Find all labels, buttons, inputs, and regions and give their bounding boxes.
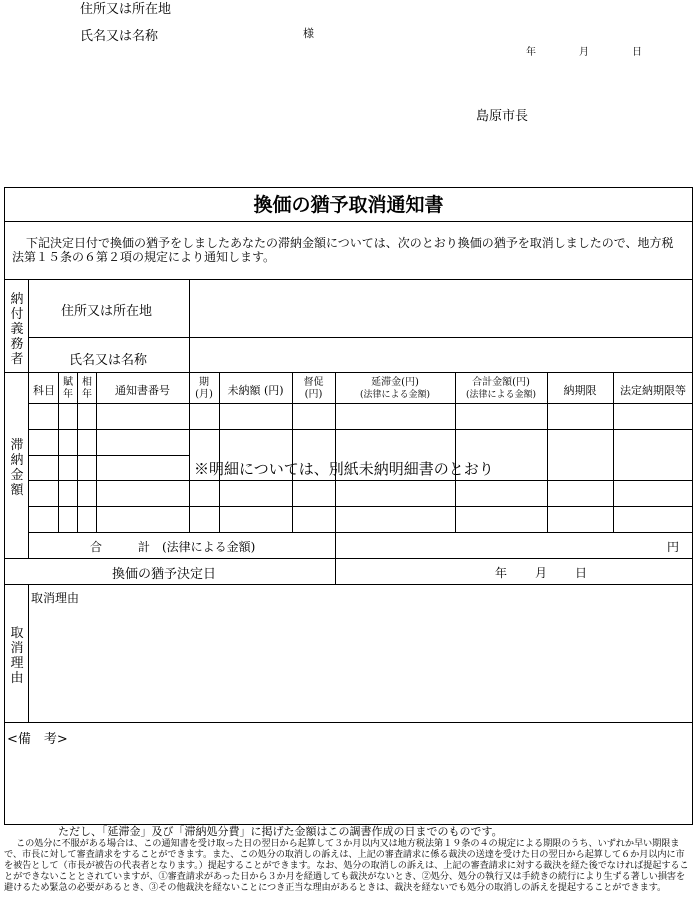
- detail-note: ※明細については、別紙未納明細書のとおり: [194, 460, 494, 478]
- date-day: 日: [632, 47, 642, 58]
- intro-text: 下記決定日付で換価の猶予をしましたあなたの滞納金額については、次のとおり換価の猶予を取消しましたので、地方税法第１５条の６第２項の規定により通知します。: [12, 236, 674, 264]
- recipient-honorific: 様: [303, 27, 314, 40]
- decision-label: 換価の猶予決定日: [112, 567, 217, 582]
- document-title: 換価の猶予取消通知書: [253, 194, 444, 216]
- col-fuka-nen: 賦 年: [63, 377, 73, 400]
- col-entai: 延滞金(円) (法律による金額): [359, 377, 431, 400]
- total-unit: 円: [667, 540, 680, 554]
- decision-month: 月: [535, 566, 548, 580]
- decision-year: 年: [495, 566, 508, 580]
- col-hotei: 法定納期限等: [620, 384, 686, 397]
- arrears-section-label: 滞 納 金 額: [10, 438, 24, 498]
- col-goukei: 合計金額(円) (法律による金額): [465, 377, 537, 400]
- obligor-name-label: 氏名又は名称: [69, 353, 148, 368]
- decision-day: 日: [575, 566, 588, 580]
- appeal-note: この処分に不服がある場合は、この通知書を受け取った日の翌日から起算して３か月以内又は地方税法第１９条の４の規定による期限のうち、いずれか早い期限まで、市長に対して審査請求をすることができます。また、この処分の取消しの訴えは、上記の審査請求に係る裁決の送達を受けた日の翌日から起算して６か月以内に市を被告として（市長が被告の代表者となります。）提起することができます。なお、処分の取消しの訴えは、上記の審査請求に対する裁決を経た後でなければ提起することができないこととされていますが、①審査請求があった日から３か月を経過しても裁決がないとき、②処分、処分の執行又は手続きの続行により生ずる著しい損害を避けるため緊急の必要があるとき、③その他裁決を経ないことにつき正当な理由があるときは、裁決を経ないでも処分の取消しの訴えを提起することができます。: [4, 838, 689, 893]
- col-kamoku: 科目: [33, 384, 55, 397]
- recipient-address-label: 住所又は所在地: [80, 2, 172, 17]
- obligor-address-label: 住所又は所在地: [61, 304, 153, 319]
- recipient-name-label: 氏名又は名称: [80, 29, 159, 44]
- obligor-section-label: 納 付 義 務 者: [10, 292, 24, 367]
- date-year: 年: [526, 47, 536, 58]
- col-tsuchi-no: 通知書番号: [115, 384, 170, 397]
- disclaimer-note: ただし、「延滞金」及び「滞納処分費」に掲げた金額はこの調書作成の日までのものです。: [58, 825, 503, 838]
- col-minou: 未納額 (円): [227, 384, 284, 397]
- issuer: 島原市長: [476, 109, 529, 124]
- col-tokusoku: 督促 (円): [303, 377, 324, 400]
- col-ki: 期 (月): [195, 377, 213, 400]
- cancel-reason-heading: 取消理由: [31, 591, 80, 605]
- col-nouki: 納期限: [563, 384, 597, 397]
- remarks-label: <備 考>: [7, 732, 68, 747]
- col-so-nen: 相 年: [82, 377, 92, 400]
- cancel-reason-section-label: 取 消 理 由: [10, 626, 24, 686]
- total-label: 合 計 (法律による金額): [90, 540, 256, 554]
- date-month: 月: [579, 47, 589, 58]
